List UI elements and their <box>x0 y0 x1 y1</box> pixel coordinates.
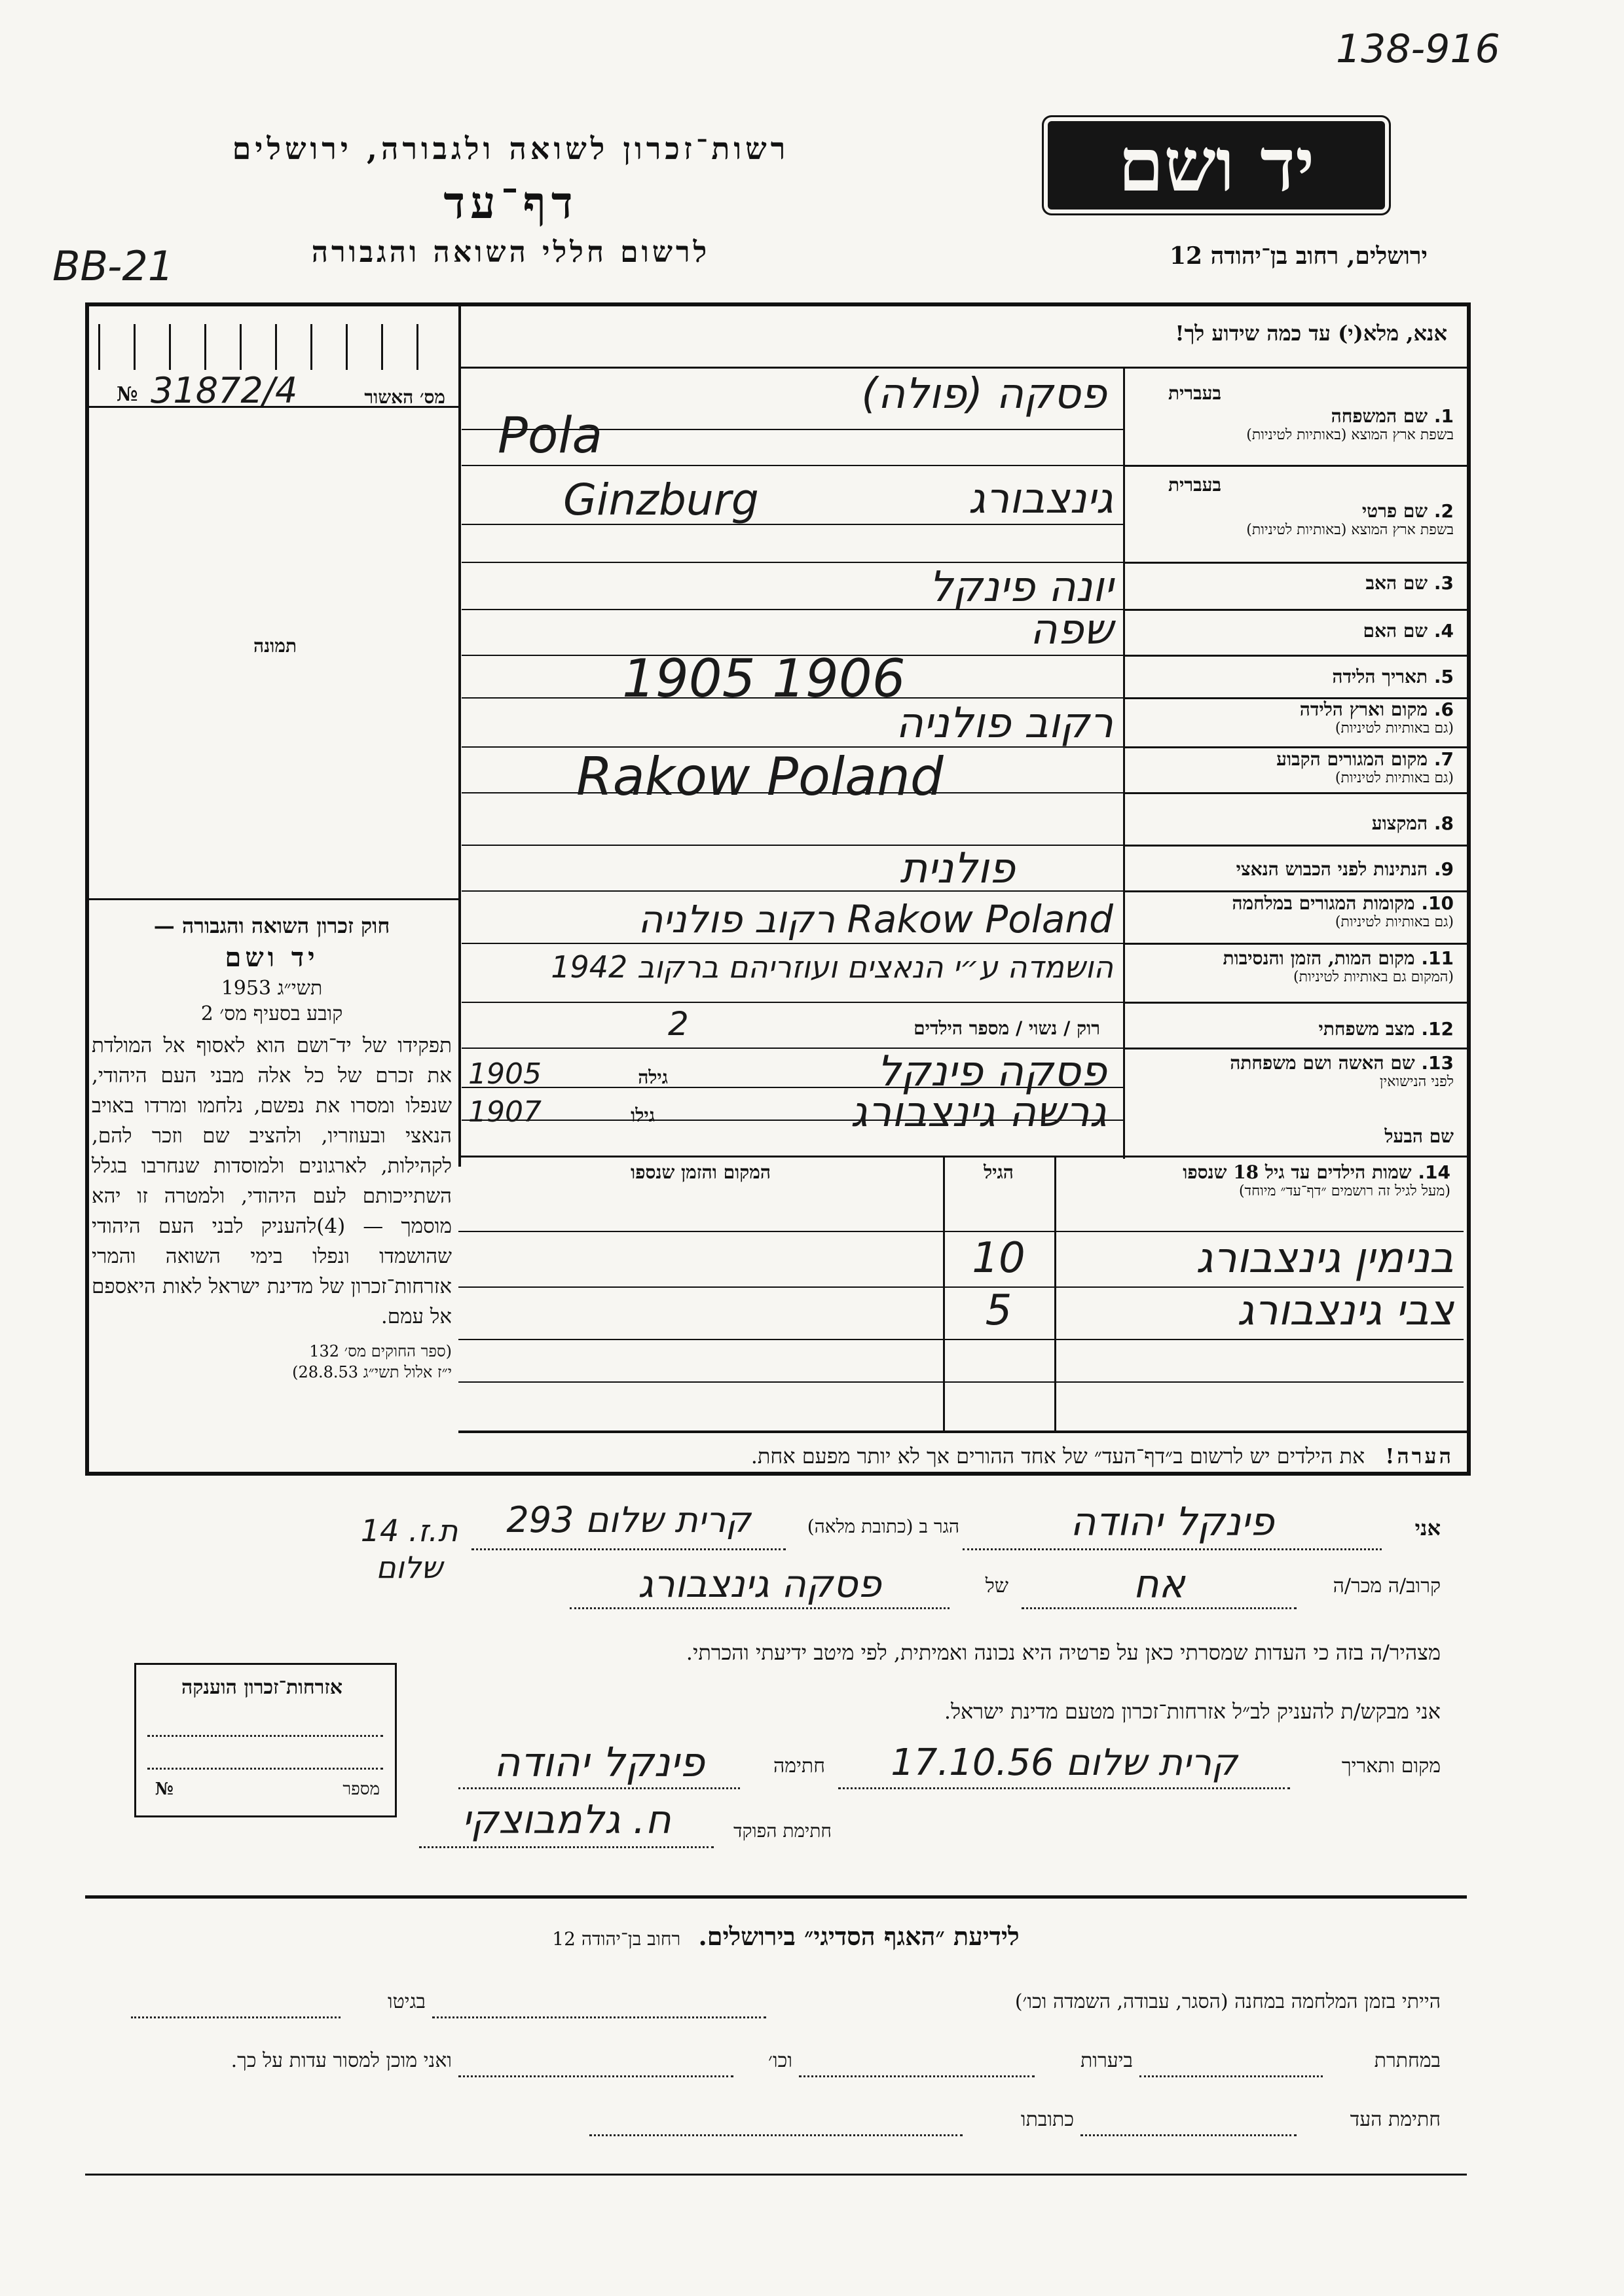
field-6-sub: (גם באותיות לטיניות) <box>1335 720 1454 737</box>
footer-title: לידיעת ״האגף הסדיגי״ בירושלים. <box>698 1922 1020 1951</box>
margin-code: BB-21 <box>52 242 174 290</box>
field-9-title: הנתינות לפני הכבוש הנאצי <box>1236 858 1428 880</box>
wife-age: 1905 <box>468 1057 542 1091</box>
field-11-label <box>1130 948 1454 985</box>
husband-age-label: גילו <box>631 1104 655 1126</box>
declarant-name: פינקל יהודה <box>1070 1499 1274 1545</box>
field-13-label <box>1130 1053 1454 1090</box>
declarant-address-extra: ת.ז. 14 שלום <box>360 1513 458 1585</box>
footer-ready: ואני מוכן למסור עדות על כך. <box>231 2049 452 2072</box>
field-7-number: 7. <box>1433 748 1454 770</box>
place-date-value: קרית שלום 17.10.56 <box>891 1741 1238 1784</box>
of-whom-value: פסקה גינצבורג <box>638 1561 881 1606</box>
footer-line-1: הייתי בזמן המלחמה במחנה (הסגר, עבודה, השמדה וכו׳) <box>1014 1990 1441 2013</box>
field-3-number: 3. <box>1433 572 1454 594</box>
field-12-number: 12. <box>1421 1018 1454 1040</box>
field-11-value: הושמדה ע״י הנאצים ועוזריהם ברקוב 1942 <box>551 949 1113 985</box>
photo-label: תמונה <box>253 635 297 657</box>
law-text: תפקידו של יד־ושם הוא לאסוף אל המולדת את זכרם של כל אלה מבני העם היהודי, שנפלו ומסרו את נפשם, נלחמו ומרדו באויב הנאצי ובעוזריו, ולהציב שם וזכר להם, לקהילות, לארגונים ולמוסדות שנחרבו בגלל השתייכותם לעם היהודי, ולמטרה זו יהא מוסמך — (4)להעניק לבני העם היהודי שהושמדו ונפלו בימי השואה והמרי אזרחות־זכרון של מדינת ישראל לאות היאספם אל עמם. <box>92 1034 452 1328</box>
children-header-title: שמות הילדים עד גיל 18 שנספו <box>1183 1161 1412 1183</box>
logo-text: יד ושם <box>1118 122 1315 208</box>
field-6-label <box>1130 699 1454 737</box>
field-5-number: 5. <box>1433 666 1454 687</box>
footer-ghetto: בגיטו <box>387 1990 426 2013</box>
decl-relative-label: קרוב/ה מכר/ה <box>1333 1575 1441 1597</box>
field-13-sub: לפני הנישואין <box>1379 1074 1454 1091</box>
wife-name: פסקה פינקל <box>877 1048 1107 1096</box>
field-10-number: 10. <box>1421 892 1454 914</box>
footer-address-label: כתובתו <box>1020 2108 1074 2131</box>
field-4-value: שפה <box>1029 606 1113 654</box>
citizenship-number-label: מספר <box>342 1779 380 1799</box>
child-1-age: 10 <box>972 1234 1025 1283</box>
field-7-title: מקום המגורים הקבוע <box>1276 748 1428 770</box>
declarant-signature: פינקל יהודה <box>494 1738 705 1786</box>
field-11-number: 11. <box>1421 947 1454 969</box>
field-1-sub: בשפת ארץ המוצא (באותיות לטיניות) <box>1246 427 1454 444</box>
field-6-number: 6. <box>1433 699 1454 720</box>
field-13-number: 13. <box>1421 1052 1454 1074</box>
declarant-address: קרית שלום 293 <box>506 1499 751 1540</box>
field-9-value: פולנית <box>900 845 1015 893</box>
field-5-label <box>1130 666 1454 687</box>
registration-prefix: № <box>117 383 138 406</box>
field-2-title: שם פרטי <box>1361 500 1428 522</box>
place-date-label: מקום ותאריך <box>1341 1755 1441 1777</box>
field-2-value: גינצבורג <box>968 475 1113 523</box>
field-14-number: 14. <box>1418 1161 1450 1183</box>
field-1-title: שם המשפחה <box>1331 405 1428 427</box>
signature-label: חתימה <box>773 1755 825 1777</box>
field-13-title: שם האשה ושם משפחתה <box>1230 1052 1415 1074</box>
field-7-sub: (גם באותיות לטיניות) <box>1335 770 1454 787</box>
field-10-label <box>1130 893 1454 930</box>
relation-value: אח <box>1133 1561 1185 1607</box>
field-9-number: 9. <box>1433 858 1454 880</box>
form-title: דף־עד <box>443 177 578 229</box>
reference-number: 138-916 <box>1336 26 1500 72</box>
law-source: (ספר החוקים מס׳ 132 י״ז אלול תשי״ג 28.8.53) <box>292 1342 452 1381</box>
field-12-title: מצב משפחתי <box>1318 1018 1415 1040</box>
children-header-name <box>1061 1162 1450 1199</box>
field-10-title: מקומות המגורים במלחמה <box>1232 892 1415 914</box>
decl-of-label: של <box>985 1575 1008 1597</box>
child-2-age: 5 <box>985 1286 1012 1335</box>
field-6-title: מקום וארץ הלידה <box>1299 699 1428 720</box>
field-11-sub: (המקום גם באותיות לטיניות) <box>1293 969 1454 986</box>
intro-instruction: אנא, מלא(י) עד כמה שידוע לך! <box>1175 321 1447 346</box>
field-5-title: תאריך הלידה <box>1332 666 1428 687</box>
decl-request: אני מבקש/ת להעניק לב״ל אזרחות־זכרון מטעם מדינת ישראל. <box>944 1699 1441 1724</box>
institution-address: ירושלים, רחוב בן־יהודה 12 <box>1169 242 1428 270</box>
footer-witness-signature: חתימת העד <box>1350 2108 1441 2131</box>
field-8-number: 8. <box>1433 812 1454 834</box>
field-2-side: בעברית <box>1168 474 1221 496</box>
field-3-value: יונה פינקל <box>929 563 1113 611</box>
field-1-value: פסקה (פולה) <box>861 370 1107 418</box>
field-10-value: Rakow Poland רקוב פולניה <box>638 897 1113 941</box>
footer-underground: במחתרת <box>1374 2049 1441 2072</box>
citizenship-number-prefix: № <box>155 1779 174 1799</box>
law-name: יד ושם <box>225 942 319 973</box>
yad-vashem-logo <box>1048 121 1385 210</box>
husband-label: שם הבעל <box>1384 1125 1454 1147</box>
footer-etc: וכו׳ <box>768 2049 792 2072</box>
form-subtitle: לרשום חללי השואה והגבורה <box>311 236 710 269</box>
husband-age: 1907 <box>468 1095 542 1129</box>
field-2-label <box>1130 501 1454 538</box>
field-5-value: 1905 1906 <box>622 648 906 709</box>
footer-address: רחוב בן־יהודה 12 <box>552 1928 681 1950</box>
children-header-place: המקום והזמן שנספו <box>631 1161 771 1183</box>
official-signature-label: חתימת הפוקד <box>733 1820 832 1842</box>
footer-title-row <box>393 1922 1179 1952</box>
footer-forests: ביערות <box>1080 2049 1133 2072</box>
citizenship-title: אזרחות־זכרון הוענקה <box>181 1676 343 1699</box>
field-1-value-latin: Pola <box>498 406 603 464</box>
field-2-number: 2. <box>1433 500 1454 522</box>
field-1-label <box>1130 406 1454 443</box>
field-8-title: המקצוע <box>1371 812 1428 834</box>
field-12-label <box>1130 1019 1454 1040</box>
registration-label: מס׳ האשור <box>364 386 445 408</box>
decl-statement: מצהיר/ה בזה כי העדות שמסרתי כאן על פרטיה היא נכונה ואמיתית, לפי מיטב ידיעתי והכרתי. <box>686 1640 1441 1665</box>
child-1-name: בנימין גינצבורג <box>1196 1234 1454 1283</box>
field-8-label <box>1130 813 1454 834</box>
note-text: את הילדים יש לרשום ב״דף־העד״ של אחד ההורים אך לא יותר מפעם אחת. <box>750 1444 1365 1468</box>
child-2-name: צבי גינצבורג <box>1237 1286 1454 1335</box>
law-clause: קובע בסעיף מס׳ 2 <box>200 1002 343 1025</box>
field-3-label <box>1130 573 1454 594</box>
field-10-sub: (גם באותיות לטיניות) <box>1335 914 1454 931</box>
children-header-sub: (מעל לגיל זה רושמים ״דף־עד״ מיוחד) <box>1238 1183 1450 1200</box>
field-6-value: רקוב פולניה <box>896 699 1113 748</box>
field-1-number: 1. <box>1433 405 1454 427</box>
law-block <box>92 913 452 1383</box>
registration-number: 31872/4 <box>151 370 298 411</box>
field-2-sub: בשפת ארץ המוצא (באותיות לטיניות) <box>1246 522 1454 539</box>
field-7-value: Rakow Poland <box>576 746 944 807</box>
field-9-label <box>1130 859 1454 880</box>
field-4-number: 4. <box>1433 620 1454 642</box>
field-4-title: שם האם <box>1363 620 1428 642</box>
note-label: הערה! <box>1385 1444 1454 1468</box>
marital-options: רוק / נשוי / מספר הילדים <box>913 1017 1100 1039</box>
field-7-label <box>1130 749 1454 786</box>
children-count: 2 <box>668 1005 689 1043</box>
note-row <box>471 1444 1454 1468</box>
law-title: חוק זכרון השואה והגבורה — <box>153 913 390 938</box>
law-year: תשי״ג 1953 <box>221 977 323 1000</box>
wife-age-label: גילה <box>638 1066 668 1088</box>
children-header-age: הגיל <box>984 1161 1014 1183</box>
decl-residing: הגר ב (כתובת מלאה) <box>807 1516 959 1537</box>
field-4-label <box>1130 621 1454 642</box>
authority-name: רשות־זכרון לשואה ולגבורה, ירושלים <box>232 131 790 166</box>
decl-ani: אני <box>1414 1516 1441 1540</box>
field-3-title: שם האב <box>1365 572 1428 594</box>
field-11-title: מקום המות, הזמן והנסיבות <box>1223 947 1415 969</box>
registration-boxes <box>98 324 452 370</box>
field-1-side: בעברית <box>1168 382 1221 404</box>
children-table <box>458 1156 1464 1437</box>
husband-name: גרשה גינצבורג <box>850 1088 1107 1137</box>
official-signature: ח. גלמבוצקי <box>462 1797 671 1843</box>
field-2-value-latin: Ginzburg <box>563 475 759 525</box>
